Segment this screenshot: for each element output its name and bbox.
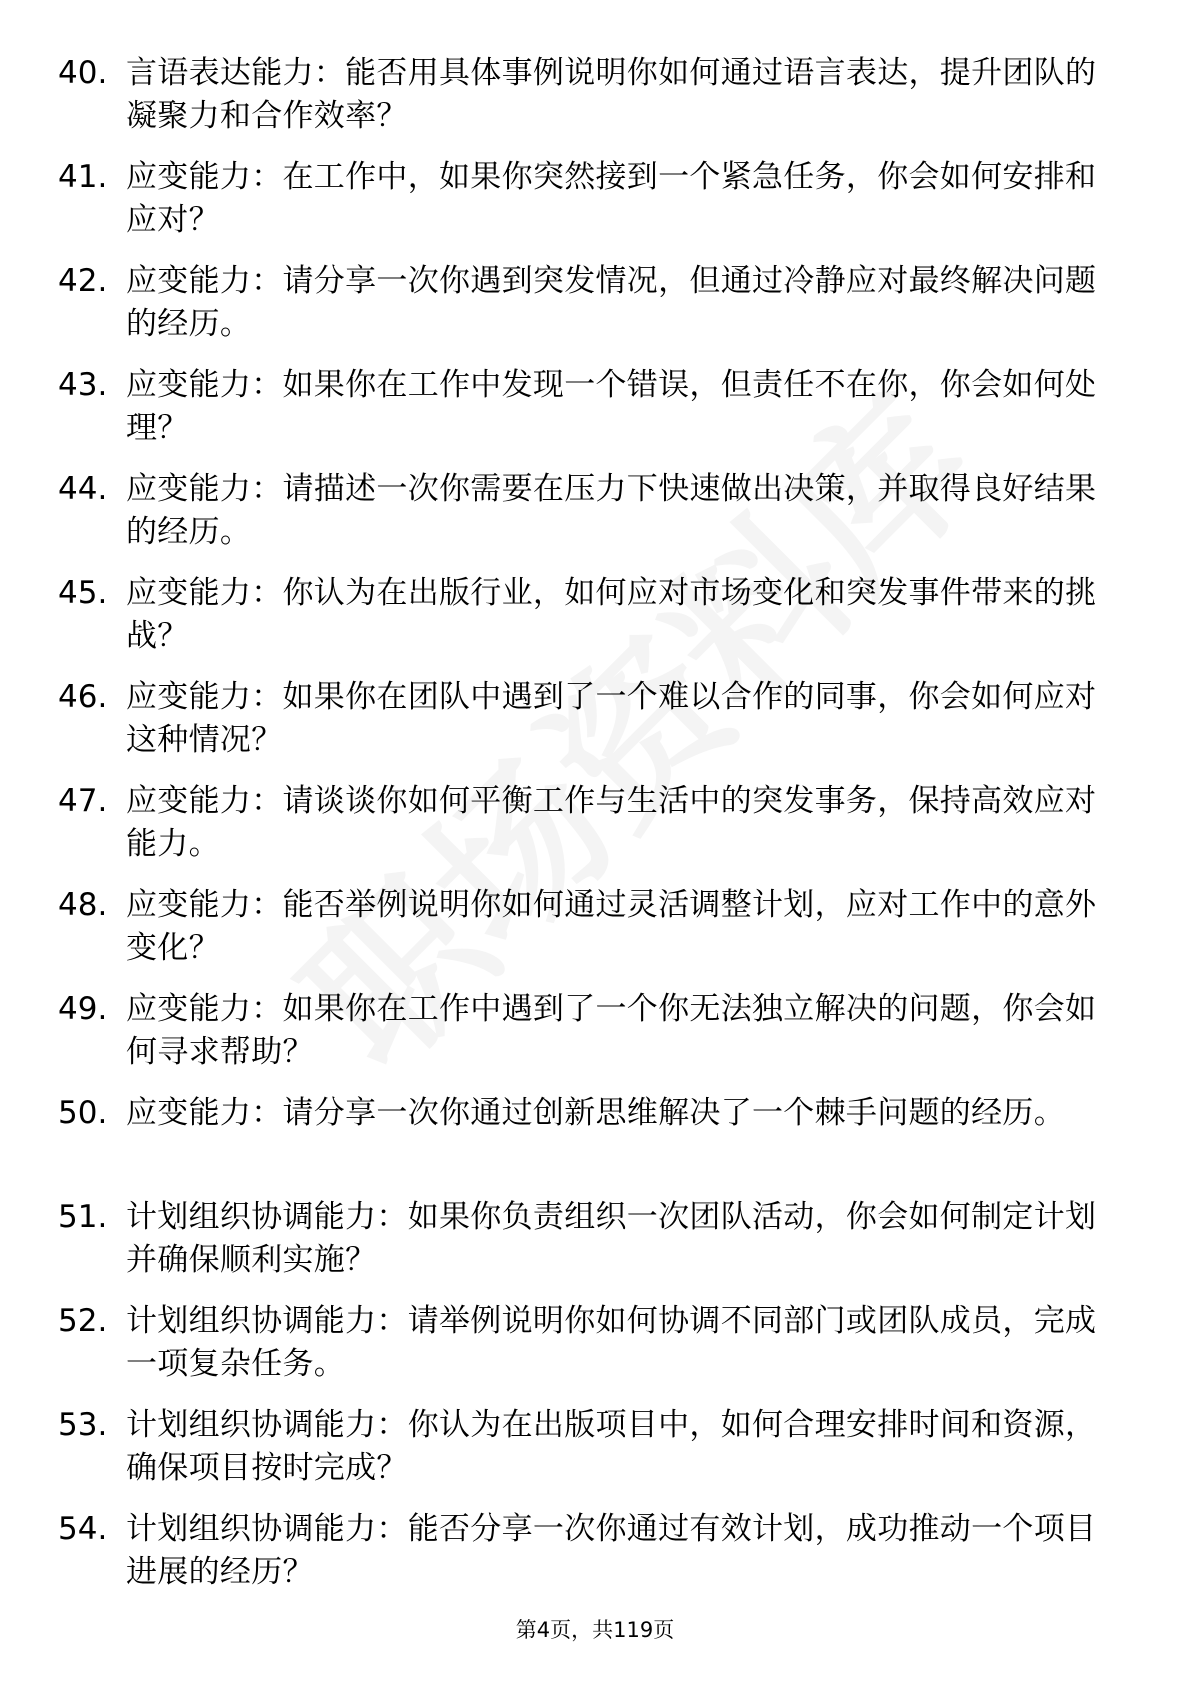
- page-footer: 第4页，共119页: [515, 1618, 675, 1642]
- question-number: 48.: [58, 887, 108, 923]
- list-item: [58, 364, 1128, 468]
- question-text: 应变能力：如果你在工作中遇到了一个你无法独立解决的问题，你会如何寻求帮助？: [126, 991, 1097, 1070]
- list-item: [58, 1508, 1128, 1612]
- list-item: [58, 1300, 1128, 1404]
- question-number: 47.: [58, 783, 108, 819]
- question-text: 计划组织协调能力：能否分享一次你通过有效计划，成功推动一个项目进展的经历？: [126, 1511, 1097, 1590]
- question-list: [58, 52, 1128, 1612]
- question-number: 51.: [58, 1199, 108, 1235]
- question-number: 46.: [58, 679, 108, 715]
- question-number: 43.: [58, 367, 108, 403]
- question-text: 应变能力：请分享一次你遇到突发情况，但通过冷静应对最终解决问题的经历。: [126, 263, 1097, 342]
- list-item: [58, 156, 1128, 260]
- question-text: 计划组织协调能力：请举例说明你如何协调不同部门或团队成员，完成一项复杂任务。: [126, 1303, 1097, 1382]
- list-item: [58, 884, 1128, 988]
- question-text: 应变能力：请分享一次你通过创新思维解决了一个棘手问题的经历。: [126, 1095, 1065, 1131]
- question-text: 应变能力：请谈谈你如何平衡工作与生活中的突发事务，保持高效应对能力。: [126, 783, 1097, 862]
- question-text: 应变能力：能否举例说明你如何通过灵活调整计划，应对工作中的意外变化？: [126, 887, 1097, 966]
- question-number: 53.: [58, 1407, 108, 1443]
- list-item: [58, 780, 1128, 884]
- question-number: 42.: [58, 263, 108, 299]
- question-number: 50.: [58, 1095, 108, 1131]
- question-number: 45.: [58, 575, 108, 611]
- question-number: 41.: [58, 159, 108, 195]
- question-number: 54.: [58, 1511, 108, 1547]
- list-item: [58, 1196, 1128, 1300]
- list-item: [58, 52, 1128, 156]
- question-text: 计划组织协调能力：如果你负责组织一次团队活动，你会如何制定计划并确保顺利实施？: [126, 1199, 1097, 1278]
- question-number: 44.: [58, 471, 108, 507]
- question-text: 言语表达能力：能否用具体事例说明你如何通过语言表达，提升团队的凝聚力和合作效率？: [126, 55, 1097, 134]
- question-number: 52.: [58, 1303, 108, 1339]
- list-item: [58, 1404, 1128, 1508]
- question-text: 应变能力：如果你在工作中发现一个错误，但责任不在你，你会如何处理？: [126, 367, 1097, 446]
- question-number: 40.: [58, 55, 108, 91]
- question-text: 应变能力：你认为在出版行业，如何应对市场变化和突发事件带来的挑战？: [126, 575, 1097, 654]
- list-item: [58, 676, 1128, 780]
- question-text: 计划组织协调能力：你认为在出版项目中，如何合理安排时间和资源，确保项目按时完成？: [126, 1407, 1097, 1486]
- question-text: 应变能力：在工作中，如果你突然接到一个紧急任务，你会如何安排和应对？: [126, 159, 1097, 238]
- question-text: 应变能力：请描述一次你需要在压力下快速做出决策，并取得良好结果的经历。: [126, 471, 1097, 550]
- question-text: 应变能力：如果你在团队中遇到了一个难以合作的同事，你会如何应对这种情况？: [126, 679, 1097, 758]
- list-item: [58, 1092, 1128, 1196]
- list-item: [58, 572, 1128, 676]
- list-item: [58, 260, 1128, 364]
- list-item: [58, 468, 1128, 572]
- question-number: 49.: [58, 991, 108, 1027]
- list-item: [58, 988, 1128, 1092]
